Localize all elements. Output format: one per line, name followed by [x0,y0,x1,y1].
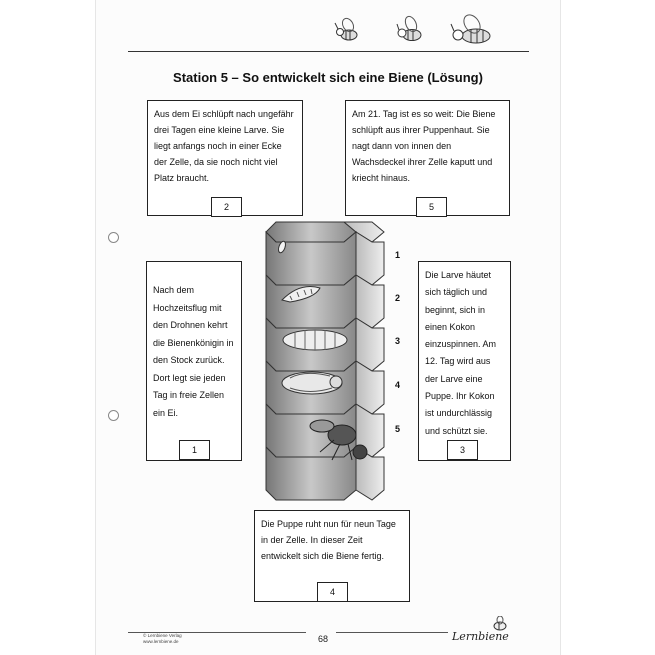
honeycomb-illustration [260,220,395,510]
card-number: 5 [416,197,447,217]
header-rule [128,51,529,52]
cell-label: 5 [395,424,401,434]
card-number: 2 [211,197,242,217]
footer-rule [336,632,448,633]
cell-label: 1 [395,250,401,260]
bee-icon [330,14,364,48]
card-text: Aus dem Ei schlüpft nach ungefähr drei Tagen eine kleine Larve. Sie liegt anfangs noch in einer Ecke der Zelle, da sie noch nicht viel Platz braucht. [154,109,294,183]
bee-icon [393,14,427,48]
card-number: 3 [447,440,478,460]
footer-credits [143,633,182,645]
stage-card-5 [345,100,510,216]
publisher-url: www.lernbiene.de [143,639,179,644]
card-text: Nach dem Hochzeitsflug mit den Drohnen kehrt die Bienenkönigin in den Stock zurück. Dort legt sie jeden Tag in freie Zellen ein Ei. [153,285,234,418]
cell-label: 4 [395,380,401,390]
card-number: 4 [317,582,348,602]
publisher-logo: Lernbiene [452,630,509,643]
stage-card-4 [254,510,410,602]
page-title: Station 5 – So entwickelt sich eine Biene (Lösung) [173,70,483,85]
cell-label: 2 [395,293,401,303]
cell-label: 3 [395,336,401,346]
card-number: 1 [179,440,210,460]
stage-card-3 [418,261,511,461]
publisher-text: © Lernbiene Verlag [143,633,182,638]
card-text: Die Puppe ruht nun für neun Tage in der Zelle. In dieser Zeit entwickelt sich die Biene fertig. [261,519,396,561]
logo-bee-icon [490,616,508,632]
bee-icon [446,14,494,50]
page-number: 68 [318,634,329,644]
punch-hole [108,410,119,421]
punch-hole [108,232,119,243]
card-text: Die Larve häutet sich täglich und beginnt, sich in einen Kokon einzuspinnen. Am 12. Tag wird aus der Larve eine Puppe. Ihr Kokon ist undurchlässig und schützt sie. [425,270,497,436]
stage-card-2 [147,100,303,216]
stage-card-1 [146,261,242,461]
card-text: Am 21. Tag ist es so weit: Die Biene schlüpft aus ihrer Puppenhaut. Sie nagt dann von innen den Wachsdeckel ihrer Zelle kaputt und kriecht hinaus. [352,109,496,183]
